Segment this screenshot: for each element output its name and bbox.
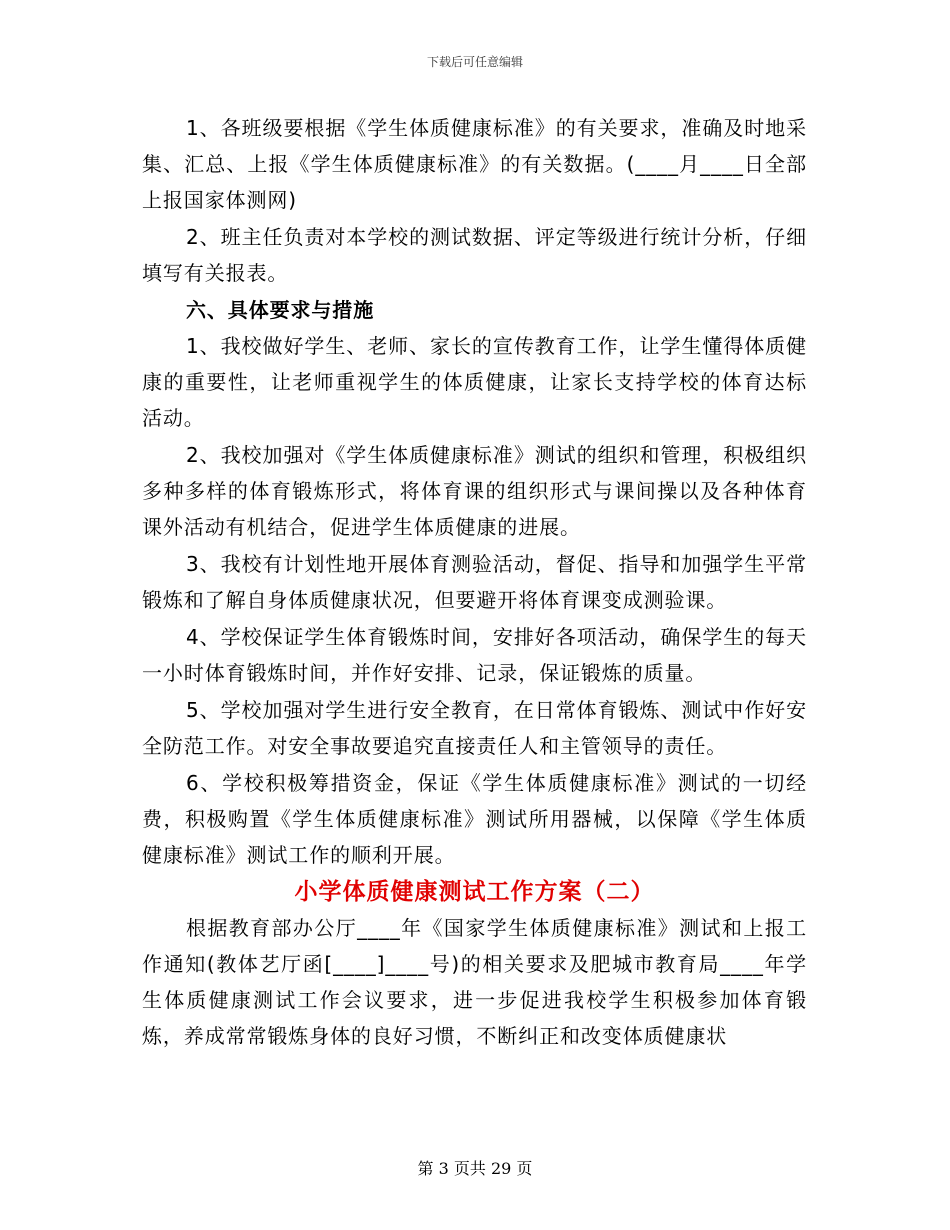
section-heading: 六、具体要求与措施 (186, 298, 375, 322)
measure-paragraph: 1、我校做好学生、老师、家长的宣传教育工作，让学生懂得体质健康的重要性，让老师重视学生的体质健康，让家长支持学校的体育达标活动。 (142, 334, 807, 430)
paragraph: 2、班主任负责对本学校的测试数据、评定等级进行统计分析，仔细填写有关报表。 (142, 225, 807, 285)
measure-paragraph: 5、学校加强对学生进行安全教育，在日常体育锻炼、测试中作好安全防范工作。对安全事故要追究直接责任人和主管领导的责任。 (142, 698, 807, 758)
page-header: 下载后可任意编辑 (426, 55, 523, 69)
document-body (142, 110, 807, 1055)
measure-paragraph: 2、我校加强对《学生体质健康标准》测试的组织和管理，积极组织多种多样的体育锻炼形式，将体育课的组织形式与课间操以及各种体育课外活动有机结合，促进学生体质健康的进展。 (142, 443, 807, 539)
page-footer: 第 3 页共 29 页 (417, 1159, 533, 1178)
measure-paragraph: 3、我校有计划性地开展体育测验活动，督促、指导和加强学生平常锻炼和了解自身体质健康状况，但要避开将体育课变成测验课。 (142, 552, 807, 612)
measure-paragraph: 4、学校保证学生体育锻炼时间，安排好各项活动，确保学生的每天一小时体育锻炼时间，并作好安排、记录，保证锻炼的质量。 (142, 625, 807, 685)
intro-paragraph: 根据教育部办公厅____年《国家学生体质健康标准》测试和上报工作通知(教体艺厅函[____]____号)的相关要求及肥城市教育局____年学生体质健康测试工作会议要求，进一步促进我校学生积极参加体育锻炼，养成常常锻炼身体的良好习惯，不断纠正和改变体质健康状 (142, 916, 807, 1048)
document-title: 小学体质健康测试工作方案（二） (294, 879, 655, 905)
measure-paragraph: 6、学校积极筹措资金，保证《学生体质健康标准》测试的一切经费，积极购置《学生体质健康标准》测试所用器械，以保障《学生体质健康标准》测试工作的顺利开展。 (142, 771, 807, 867)
paragraph: 1、各班级要根据《学生体质健康标准》的有关要求，准确及时地采集、汇总、上报《学生体质健康标准》的有关数据。(____月____日全部上报国家体测网) (142, 116, 807, 212)
